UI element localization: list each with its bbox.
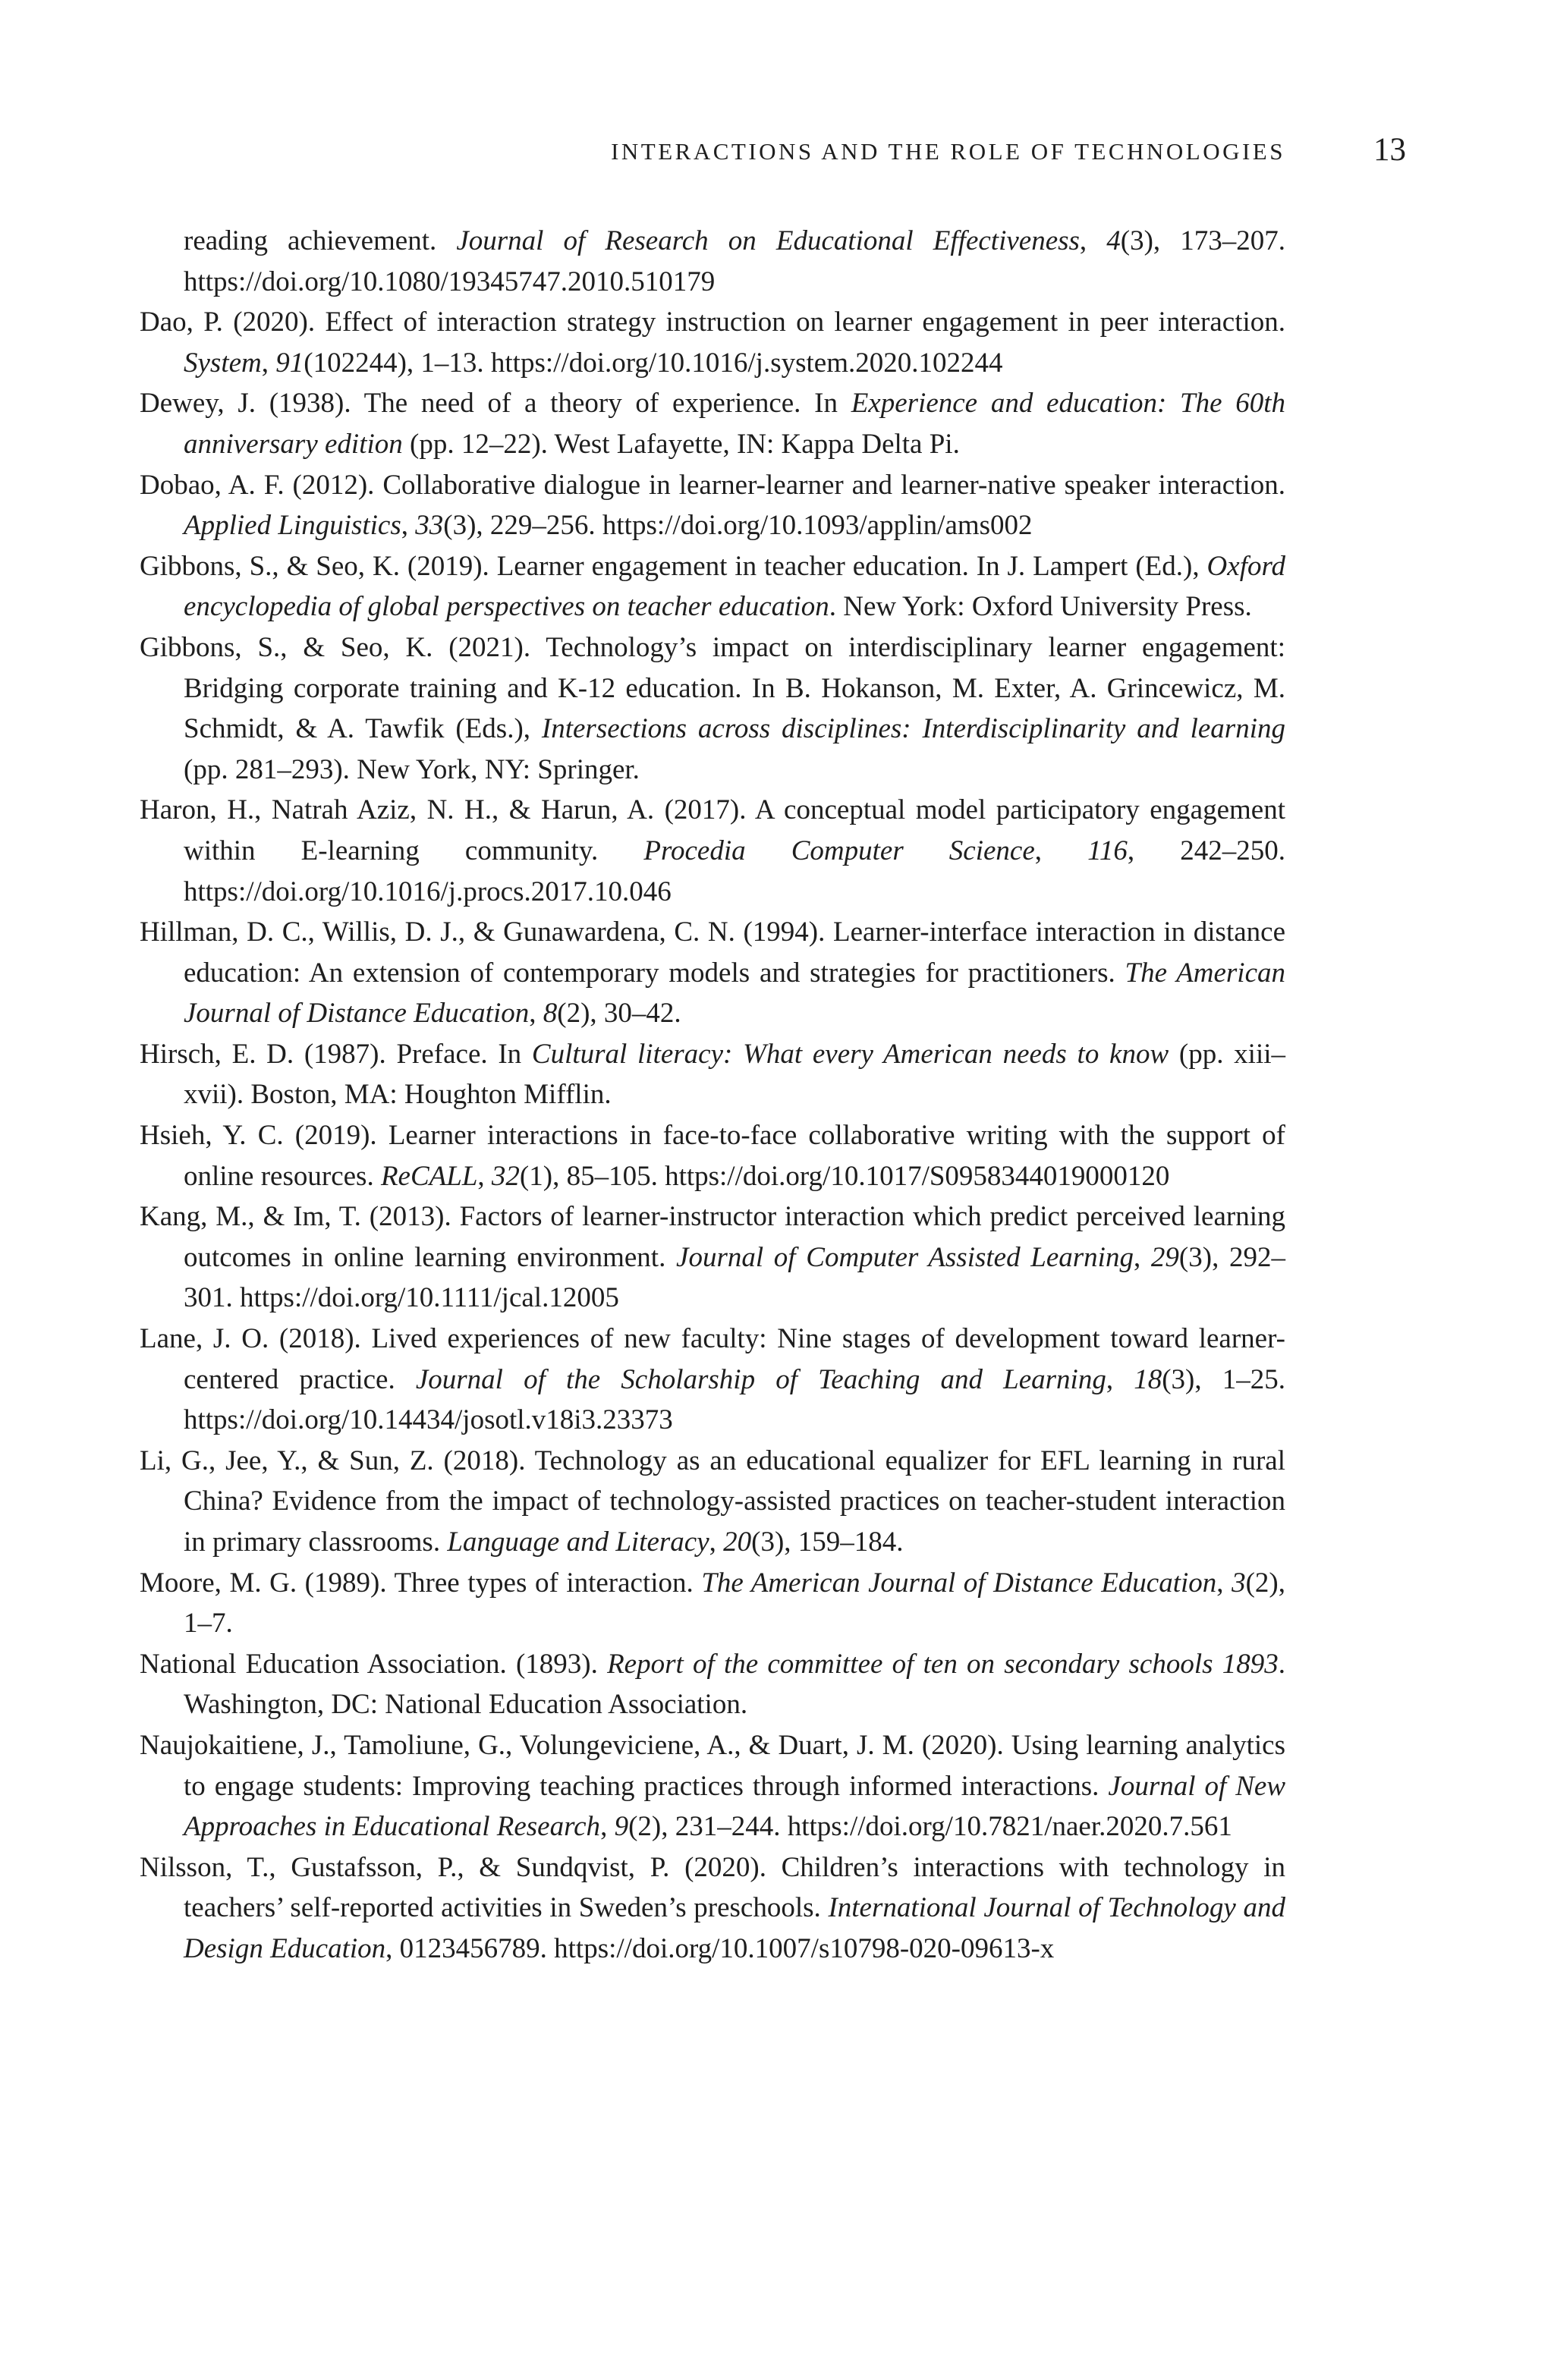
reference-italic-text: International Journal of Technology and Design Education [184,1892,1285,1964]
reference-text: Hsieh, Y. C. (2019). Learner interactions in face-to-face collaborative writing with the support of online resources. [140,1120,1285,1192]
reference-entry [140,1847,1285,1970]
reference-text: Haron, H., Natrah Aziz, N. H., & Harun, A. (2017). A conceptual model participatory engagement within E-learning community. [140,794,1285,866]
reference-entry [140,1725,1285,1847]
reference-text: , [261,347,276,379]
reference-text: Hillman, D. C., Willis, D. J., & Gunawardena, C. N. (1994). Learner-interface interaction in distance education: An extension of contemporary models and strategies for practitioners. [140,916,1285,989]
reference-entry [140,1644,1285,1725]
reference-italic-text: 20 [723,1526,752,1558]
reference-text: (2), 30–42. [557,998,681,1030]
reference-italic-text: The American Journal of Distance Education [701,1567,1217,1599]
reference-italic-text: 4 [1106,225,1121,256]
reference-text: , [477,1160,492,1192]
reference-italic-text: 32 [491,1160,520,1192]
reference-italic-text: Language and Literacy [447,1526,709,1558]
reference-text: (1), 85–105. https://doi.org/10.1017/S0958344019000120 [519,1160,1170,1192]
reference-text: Kang, M., & Im, T. (2013). Factors of learner-instructor interaction which predict perceived learning outcomes in online learning environment. [140,1201,1285,1273]
reference-text: , [401,510,416,542]
reference-text: (pp. 281–293). New York, NY: Springer. [184,753,640,785]
reference-entry [140,302,1285,383]
reference-italic-text: 116 [1087,835,1128,866]
reference-italic-text: 91 [275,347,304,379]
reference-italic-text: Intersections across disciplines: Interdisciplinarity and learning [541,713,1285,745]
reference-italic-text: System [184,347,262,379]
reference-text: Lane, J. O. (2018). Lived experiences of new faculty: Nine stages of development toward learner-centered practice. [140,1323,1285,1395]
reference-italic-text: 29 [1150,1241,1179,1273]
reference-entry [140,383,1285,464]
reference-entry [140,1115,1285,1196]
reference-italic-text: Procedia Computer Science [643,835,1035,866]
reference-text: (3), 229–256. https://doi.org/10.1093/applin/ams002 [443,510,1033,542]
reference-italic-text: 8 [543,998,558,1030]
reference-text: Moore, M. G. (1989). Three types of interaction. [140,1567,702,1599]
reference-italic-text: 9 [614,1811,629,1843]
reference-entry [140,1319,1285,1441]
reference-text: Dao, P. (2020). Effect of interaction strategy instruction on learner engagement in peer interaction. [140,307,1285,338]
reference-entry [140,1034,1285,1115]
reference-italic-text: Journal of Research on Educational Effectiveness [456,225,1080,256]
reference-italic-text: Journal of the Scholarship of Teaching and Learning [415,1363,1106,1395]
reference-text: (2), 1–7. [184,1567,1286,1640]
reference-entry [140,221,1285,302]
reference-text: Gibbons, S., & Seo, K. (2019). Learner engagement in teacher education. In J. Lampert (Ed.), [140,550,1207,582]
reference-entry [140,790,1285,912]
reference-text: National Education Association. (1893). [140,1648,608,1680]
page-number: 13 [1373,132,1406,168]
reference-italic-text: Experience and education: The 60th anniversary edition [184,388,1285,460]
reference-italic-text: Cultural literacy: What every American needs to know [531,1038,1169,1070]
reference-text: Hirsch, E. D. (1987). Preface. In [140,1038,532,1070]
reference-italic-text: Journal of New Approaches in Educational Research [184,1770,1286,1843]
reference-text: Nilsson, T., Gustafsson, P., & Sundqvist, P. (2020). Children’s interactions with technology in teachers’ self-reported activities in Sweden’s preschools. [140,1851,1285,1924]
reference-text: , [1216,1567,1232,1599]
reference-text: , 242–250. https://doi.org/10.1016/j.procs.2017.10.046 [184,835,1285,907]
reference-entry [140,546,1285,627]
reference-text: reading achievement. [184,225,457,256]
reference-text: , [1079,225,1107,256]
reference-text: (pp. 12–22). West Lafayette, IN: Kappa Delta Pi. [402,428,960,460]
reference-entry [140,627,1285,790]
reference-text: , [1133,1241,1151,1273]
reference-text: , 0123456789. https://doi.org/10.1007/s10798-020-09613-x [385,1932,1055,1964]
reference-text: (2), 231–244. https://doi.org/10.7821/naer.2020.7.561 [628,1811,1232,1843]
reference-text: (3), 292–301. https://doi.org/10.1111/jcal.12005 [184,1241,1286,1314]
reference-text: . Washington, DC: National Education Association. [184,1648,1285,1721]
reference-text: , [709,1526,724,1558]
reference-text: Naujokaitiene, J., Tamoliune, G., Volungeviciene, A., & Duart, J. M. (2020). Using learning analytics to engage students: Improving teaching practices through informed interactions. [140,1729,1285,1802]
reference-italic-text: 3 [1232,1567,1246,1599]
reference-text: (3), 1–25. https://doi.org/10.14434/josotl.v18i3.23373 [184,1363,1285,1436]
reference-text: (3), 173–207. https://doi.org/10.1080/19345747.2010.510179 [184,225,1285,297]
reference-italic-text: Applied Linguistics [184,510,401,542]
reference-entry [140,1563,1285,1644]
reference-text: , [1034,835,1088,866]
reference-text: (102244), 1–13. https://doi.org/10.1016/j.system.2020.102244 [304,347,1003,379]
reference-text: Li, G., Jee, Y., & Sun, Z. (2018). Technology as an educational equalizer for EFL learning in rural China? Evidence from the impact of technology-assisted practices on teacher-student interaction in primary classrooms. [140,1445,1285,1558]
reference-text: , [600,1811,615,1843]
reference-italic-text: 18 [1134,1363,1162,1395]
reference-italic-text: The American Journal of Distance Education [184,957,1285,1030]
reference-entry [140,465,1285,546]
reference-text: Dobao, A. F. (2012). Collaborative dialogue in learner-learner and learner-native speaker interaction. [140,469,1285,501]
reference-text: , [529,998,543,1030]
reference-italic-text: ReCALL [380,1160,478,1192]
reference-entry [140,1196,1285,1319]
reference-text: Gibbons, S., & Seo, K. (2021). Technology’s impact on interdisciplinary learner engagement: Bridging corporate training and K-12 education. In B. Hokanson, M. Exter, A. Grincewicz, M. Schmidt, & A. Tawfik (Eds.), [140,631,1285,745]
reference-italic-text: Journal of Computer Assisted Learning [676,1241,1134,1273]
reference-italic-text: 33 [415,510,444,542]
reference-entry [140,1441,1285,1563]
reference-list [140,221,1285,1970]
reference-italic-text: Report of the committee of ten on secondary schools 1893 [607,1648,1279,1680]
reference-text: , [1106,1363,1134,1395]
reference-text: . New York: Oxford University Press. [829,591,1252,623]
reference-text: (3), 159–184. [751,1526,904,1558]
running-head: INTERACTIONS AND THE ROLE OF TECHNOLOGIES [611,138,1285,165]
reference-text: (pp. xiii–xvii). Boston, MA: Houghton Mifflin. [184,1038,1286,1111]
reference-italic-text: Oxford encyclopedia of global perspectives on teacher education [184,550,1285,623]
reference-entry [140,912,1285,1034]
reference-text: Dewey, J. (1938). The need of a theory of experience. In [140,388,851,420]
